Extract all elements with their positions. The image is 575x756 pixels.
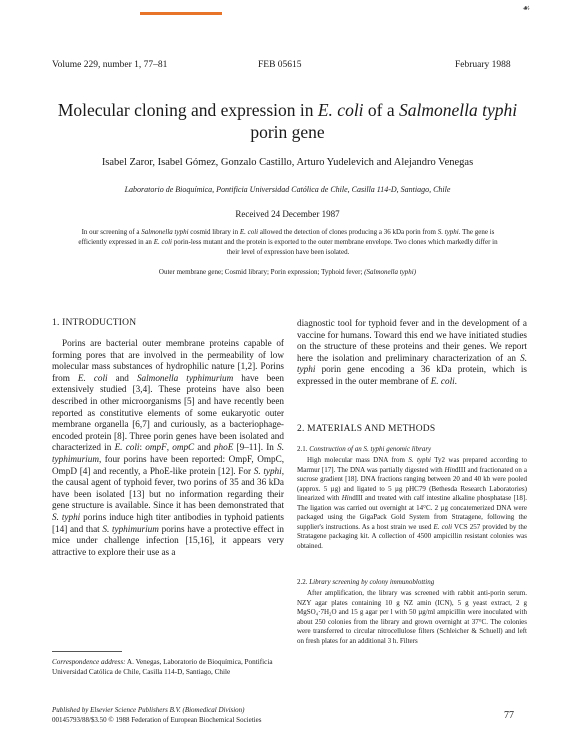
subsection-heading-library-screening: 2.2. Library screening by colony immunoblotting bbox=[297, 578, 435, 586]
intro-paragraph: Porins are bacterial outer membrane proteins capable of forming pores that are involved in the permeability of low molecular mass substances of hydrophilic nature [1,2]. Porins from E. coli and Salmonella typhimurium have been extensively studied [3,4]. These proteins have also been described in other microorganisms [5] and have recently been reported as constitutive elements of some eukaryotic outer membrane organella [6,7] and curiously, as a bacteriophage-encoded protein [8]. Three porin genes have been isolated and characterized in E. coli: ompF, ompC and phoE [9–11]. In S. typhimurium, four porins have been reported: OmpF, OmpC, OmpD [4] and recently, a PhoE-like protein [12]. For S. typhi, the causal agent of typhoid fever, two porins of 35 and 36 kDa have been isolated [13] but no information regarding their gene structure is available. Since it has been demonstrated that S. typhi porins induce high titer antibodies in typhoid patients [14] and that S. typhimurium porins have a protective effect in mice under challenge infection [15,16], it appears very attractive to explore their use as a bbox=[52, 338, 285, 557]
author-list: Isabel Zaror, Isabel Gómez, Gonzalo Castillo, Arturo Yudelevich and Alejandro Venegas bbox=[101, 157, 474, 168]
abstract: In our screening of a Salmonella typhi cosmid library in E. coli allowed the detection of clones producing a 36 kDa porin from S. typhi. The gene is efficiently expressed in an E. coli porin-less mutant and the protein is exported to the outer membrane envelope. Two clones which markedly differ in their level of expression have been isolated. bbox=[78, 228, 498, 256]
page-number: 77 bbox=[504, 710, 514, 721]
copyright-line: 00145793/88/$3.50 © 1988 Federation of European Biochemical Societies bbox=[52, 716, 262, 724]
issue-date: February 1988 bbox=[455, 60, 511, 70]
footnote-divider bbox=[52, 651, 122, 652]
corner-ornament-icon: ☙ bbox=[522, 4, 531, 14]
received-date: Received 24 December 1987 bbox=[235, 209, 340, 219]
feb-code: FEB 05615 bbox=[258, 60, 302, 70]
subsection-heading-library-construction: 2.1. Construction of an S. typhi genomic library bbox=[297, 445, 432, 453]
section-heading-introduction: 1. INTRODUCTION bbox=[52, 318, 137, 328]
section-heading-materials-methods: 2. MATERIALS AND METHODS bbox=[297, 424, 436, 434]
introduction-continued: diagnostic tool for typhoid fever and in the development of a vaccine for humans. Toward this end we have initiated studies on the structure of these proteins and their genes. We report here the isolation and preliminary characterization of an S. typhi porin gene encoding a 36 kDa protein, which is expressed in the outer membrane of E. coli. bbox=[297, 318, 527, 386]
publisher-footer bbox=[52, 705, 261, 725]
publisher-accent-bar bbox=[140, 12, 222, 15]
introduction-body bbox=[52, 338, 284, 558]
keywords: Outer membrane gene; Cosmid library; Porin expression; Typhoid fever; (Salmonella typhi) bbox=[158, 268, 417, 276]
library-screening-body: After amplification, the library was screened with rabbit anti-porin serum. NZY agar plates containing 10 g NZ amin (ICN), 5 g yeast extract, 2 g MgSO₄·7H₂O and 15 g agar per l with 50 µg/ml ampicillin were inoculated with about 250 colonies from the library and grown overnight at 37°C. The colonies were transferred to circular nitrocellulose filters (Schleicher & Schuell) and left on fresh plates for an additional 3 h. Filters bbox=[297, 589, 527, 645]
article-title: Molecular cloning and expression in E. coli of a Salmonella typhi porin gene bbox=[57, 100, 518, 142]
library-construction-body: High molecular mass DNA from S. typhi Ty2 was prepared according to Marmur [17]. The DNA was partially digested with HindIII and fractionated on a sucrose gradient [18]. DNA fractions ranging between 20 and 40 kb were pooled (approx. 5 µg) and ligated to 5 µg pHC79 (Bethesda Research Laboratories) linearized with HindIII and treated with calf intestine alkaline phosphatase [18]. The ligation was carried out overnight at 14°C. 2 µg concatemerized DNA were packaged using the GigaPack Gold System from Stratagene, following the supplier's instructions. As a host strain we used E. coli VCS 257 provided by the Stratagene packaging kit. A collection of 4500 ampicillin resistant colonies was obtained. bbox=[297, 456, 527, 550]
correspondence-address: Correspondence address: A. Venegas, Laboratorio de Bioquímica, Pontificia Universidad Católica de Chile, Casilla 114-D, Santiago, Chile bbox=[52, 658, 273, 676]
affiliation: Laboratorio de Bioquímica, Pontificia Universidad Católica de Chile, Casilla 114-D, Santiago, Chile bbox=[124, 185, 451, 194]
journal-volume: Volume 229, number 1, 77–81 bbox=[52, 60, 168, 70]
publisher-line: Published by Elsevier Science Publishers B.V. (Biomedical Division) bbox=[52, 706, 245, 714]
